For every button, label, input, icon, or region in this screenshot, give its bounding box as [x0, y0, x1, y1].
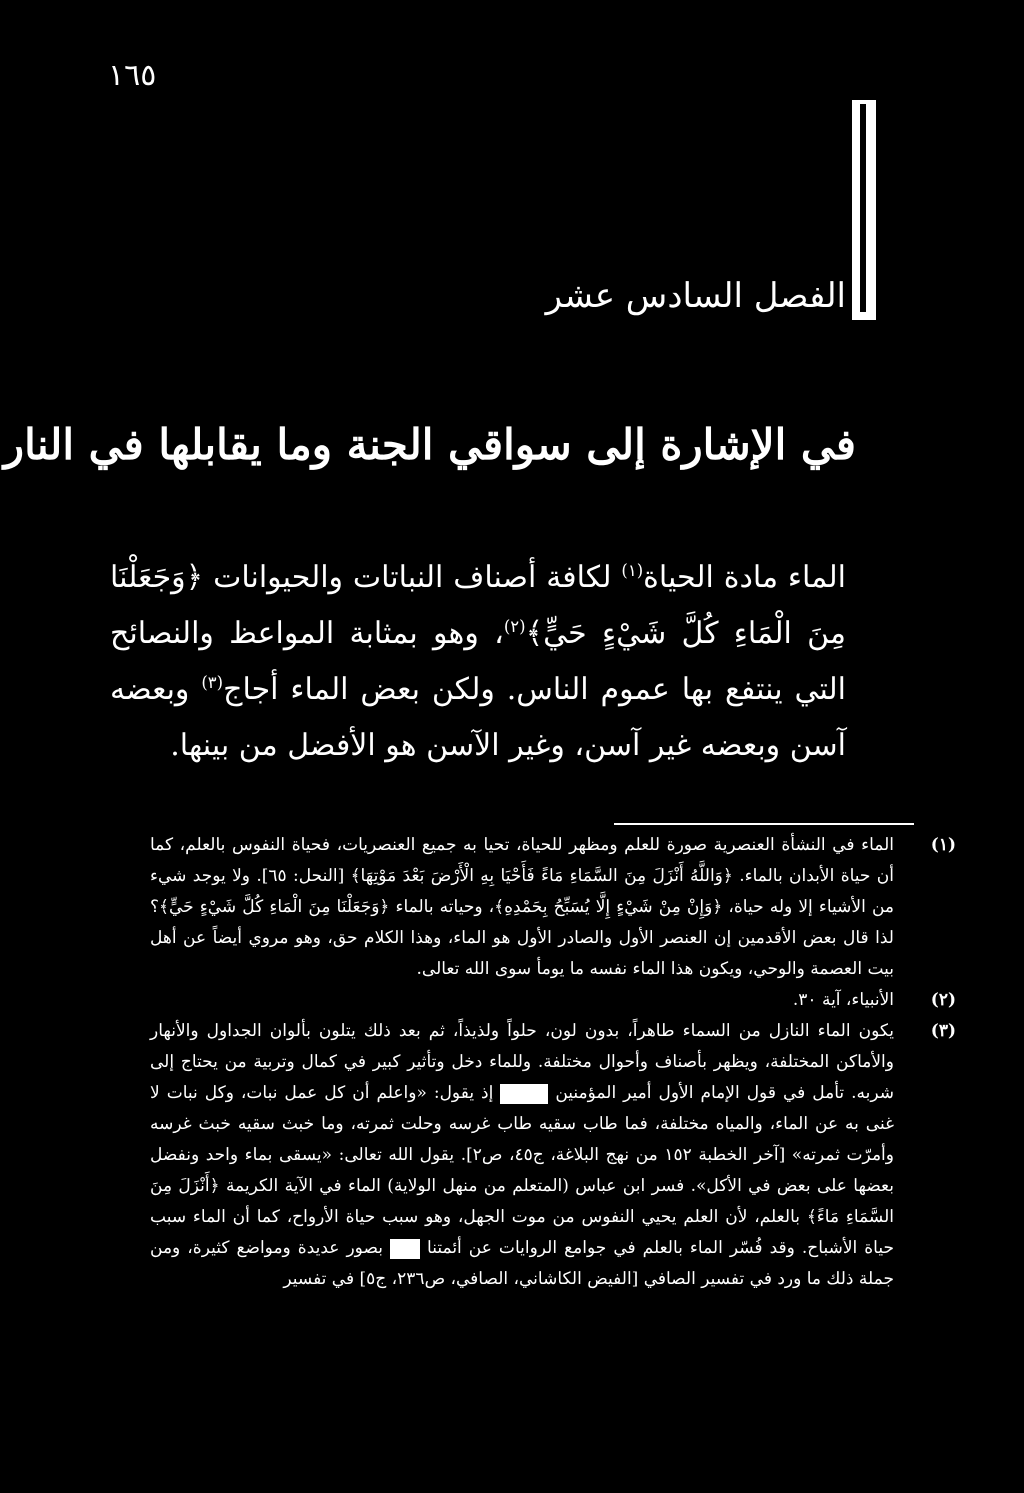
footnote-number: (١)	[930, 835, 956, 855]
page-number: ١٦٥	[108, 58, 157, 93]
footnote-text-part-b: إذ يقول: «واعلم أن كل عمل نبات، وكل نبات لا غنى به عن الماء، والمياه مختلفة، فما طاب سقيه طاب غرسه وحلت ثمرته، وما خبث سقيه خبث غرسه وأمرّت ثمرته» [آخر الخطبة ١٥٢ من نهج البلاغة، ج٤٥، ص٢]. يقول الله تعالى: «يسقى بماء واحد ونفضل بعضها على بعض في الأكل». فسر ابن عباس (المتعلم من منهل الولاية) الماء في الآية الكريمة ﴿أَنْزَلَ مِنَ السَّمَاءِ مَاءً﴾ بالعلم، لأن العلم يحيي النفوس من موت الجهل، وهو سبب حياة الأرواح، كما أن الماء سبب حياة الأشباح. وقد فُسّر الماء بالعلم في جوامع الروايات عن أئمتنا	[150, 1083, 894, 1258]
footnote-2	[150, 985, 956, 1016]
footnote-number: (٢)	[930, 990, 956, 1010]
side-bar-notch	[860, 104, 866, 312]
section-title: في الإشارة إلى سواقي الجنة وما يقابلها في النار	[3, 420, 856, 469]
footnote-text: الماء في النشأة العنصرية صورة للعلم ومظهر للحياة، تحيا به جميع العنصريات، فحياة النفوس بالعلم، كما أن حياة الأبدان بالماء. ﴿وَاللَّهُ أَنْزَلَ مِنَ السَّمَاءِ مَاءً فَأَحْيَا بِهِ الْأَرْضَ بَعْدَ مَوْتِهَا﴾ [النحل: ٦٥]. ولا يوجد شيء من الأشياء إلا وله حياة، ﴿وَإِنْ مِنْ شَيْءٍ إِلَّا يُسَبِّحُ بِحَمْدِهِ﴾، وحياته بالماء ﴿وَجَعَلْنَا مِنَ الْمَاءِ كُلَّ شَيْءٍ حَيٍّ﴾؟ لذا قال بعض الأقدمين إن العنصر الأول والصادر الأول هو الماء، وهذا الكلام حق، وهو مروي أيضاً عن أهل بيت العصمة والوحي، ويكون هذا الماء نفسه ما يومأ سوى الله تعالى.	[150, 835, 894, 979]
footnote-text-part-c: بصور عديدة ومواضع كثيرة، ومن جملة ذلك ما ورد في تفسير الصافي [الفيض الكاشاني، الصافي، ص٢٣٦، ج٥] في تفسير	[150, 1238, 894, 1289]
footnotes-list	[150, 830, 956, 1295]
footnote-ref-1[interactable]: (١)	[621, 561, 644, 580]
footnote-text-part-a: يكون الماء النازل من السماء طاهراً، بدون لون، حلواً ولذيذاً، ثم بعد ذلك يتلون بألوان الجداول والأنهار والأماكن المختلفة، ويظهر بأصناف وأحوال مختلفة. وللماء دخل وتأثير كبير في كمال وتربية من يحتاج إلى شربه. تأمل في قول الإمام الأول أمير المؤمنين	[150, 1021, 895, 1103]
honorific-glyph-redaction	[390, 1239, 420, 1259]
main-text-part-3: ، وهو بمثابة المواعظ والنصائح التي ينتفع بها عموم الناس. ولكن بعض الماء أجاج	[110, 616, 846, 707]
footnote-3	[150, 1016, 956, 1295]
main-text-part-4: وبعضه آسن وبعضه غير آسن، وغير الآسن هو الأفضل من بينها.	[110, 672, 846, 763]
footnote-ref-2[interactable]: (٢)	[503, 617, 526, 636]
footnote-number: (٣)	[930, 1021, 956, 1041]
honorific-glyph-redaction	[500, 1084, 548, 1104]
footnote-1	[150, 830, 956, 985]
main-text-part-1: الماء مادة الحياة	[643, 560, 846, 595]
footnote-text: الأنبياء، آية ٣٠.	[792, 990, 894, 1010]
footnote-divider	[614, 823, 914, 825]
main-text-part-2: لكافة أصناف النباتات والحيوانات ﴿وَجَعَلْنَا مِنَ الْمَاءِ كُلَّ شَيْءٍ حَيٍّ﴾	[110, 560, 846, 651]
main-paragraph	[110, 550, 846, 774]
footnote-ref-3[interactable]: (٣)	[201, 673, 224, 692]
chapter-label: الفصل السادس عشر	[545, 276, 846, 316]
